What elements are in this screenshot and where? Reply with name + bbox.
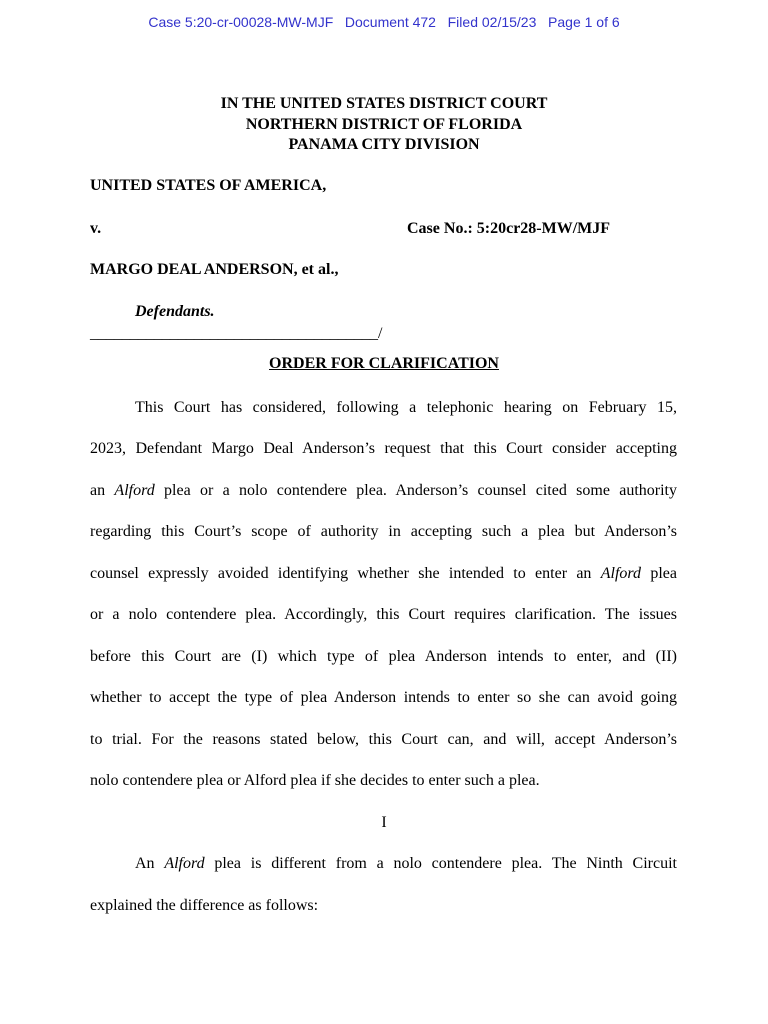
case-citation-alford: Alford	[164, 855, 205, 872]
caption-rule: ____________________________________/	[90, 325, 383, 342]
section-heading: I	[381, 814, 387, 831]
body-text: plea or a nolo contendere plea. Anderson’s counsel cited some authority	[154, 482, 678, 499]
division-name: PANAMA CITY DIVISION	[288, 136, 480, 153]
body-line: regarding this Court’s scope of authority in accepting such a plea but Anderson’s	[90, 523, 677, 540]
case-citation-alford: Alford	[114, 482, 155, 499]
filing-stamp: Case 5:20-cr-00028-MW-MJF Document 472 Filed 02/15/23 Page 1 of 6	[148, 14, 620, 30]
body-text: plea	[641, 565, 678, 582]
body-text: counsel expressly avoided identifying whether she intended to enter an	[90, 565, 601, 582]
body-line: nolo contendere plea or Alford plea if she decides to enter such a plea.	[90, 772, 540, 789]
body-line	[135, 854, 677, 874]
body-line: explained the difference as follows:	[90, 897, 319, 914]
order-title: ORDER FOR CLARIFICATION	[269, 355, 499, 372]
district-name: NORTHERN DISTRICT OF FLORIDA	[245, 115, 523, 133]
body-line: before this Court are (I) which type of plea Anderson intends to enter, and (II)	[90, 648, 677, 665]
body-text: plea is different from a nolo contendere plea. The Ninth Circuit	[204, 855, 677, 872]
defendants-label: Defendants.	[135, 303, 215, 320]
case-number: Case No.: 5:20cr28-MW/MJF	[407, 220, 611, 237]
case-citation-alford: Alford	[600, 565, 642, 582]
body-text: An	[135, 855, 165, 872]
body-text: an	[90, 482, 115, 499]
body-line: whether to accept the type of plea Anderson intends to enter so she can avoid going	[90, 689, 677, 706]
body-line: or a nolo contendere plea. Accordingly, this Court requires clarification. The issues	[90, 606, 677, 623]
body-line: This Court has considered, following a telephonic hearing on February 15,	[135, 399, 677, 416]
body-line: to trial. For the reasons stated below, this Court can, and will, accept Anderson’s	[90, 731, 677, 748]
defendant-name: MARGO DEAL ANDERSON, et al.,	[90, 261, 339, 278]
body-line	[90, 481, 677, 501]
court-name: IN THE UNITED STATES DISTRICT COURT	[220, 95, 548, 112]
body-line: 2023, Defendant Margo Deal Anderson’s request that this Court consider accepting	[90, 440, 677, 457]
plaintiff-name: UNITED STATES OF AMERICA,	[90, 177, 327, 194]
court-heading	[0, 94, 768, 156]
versus-label: v.	[90, 220, 102, 237]
body-line	[90, 564, 677, 584]
